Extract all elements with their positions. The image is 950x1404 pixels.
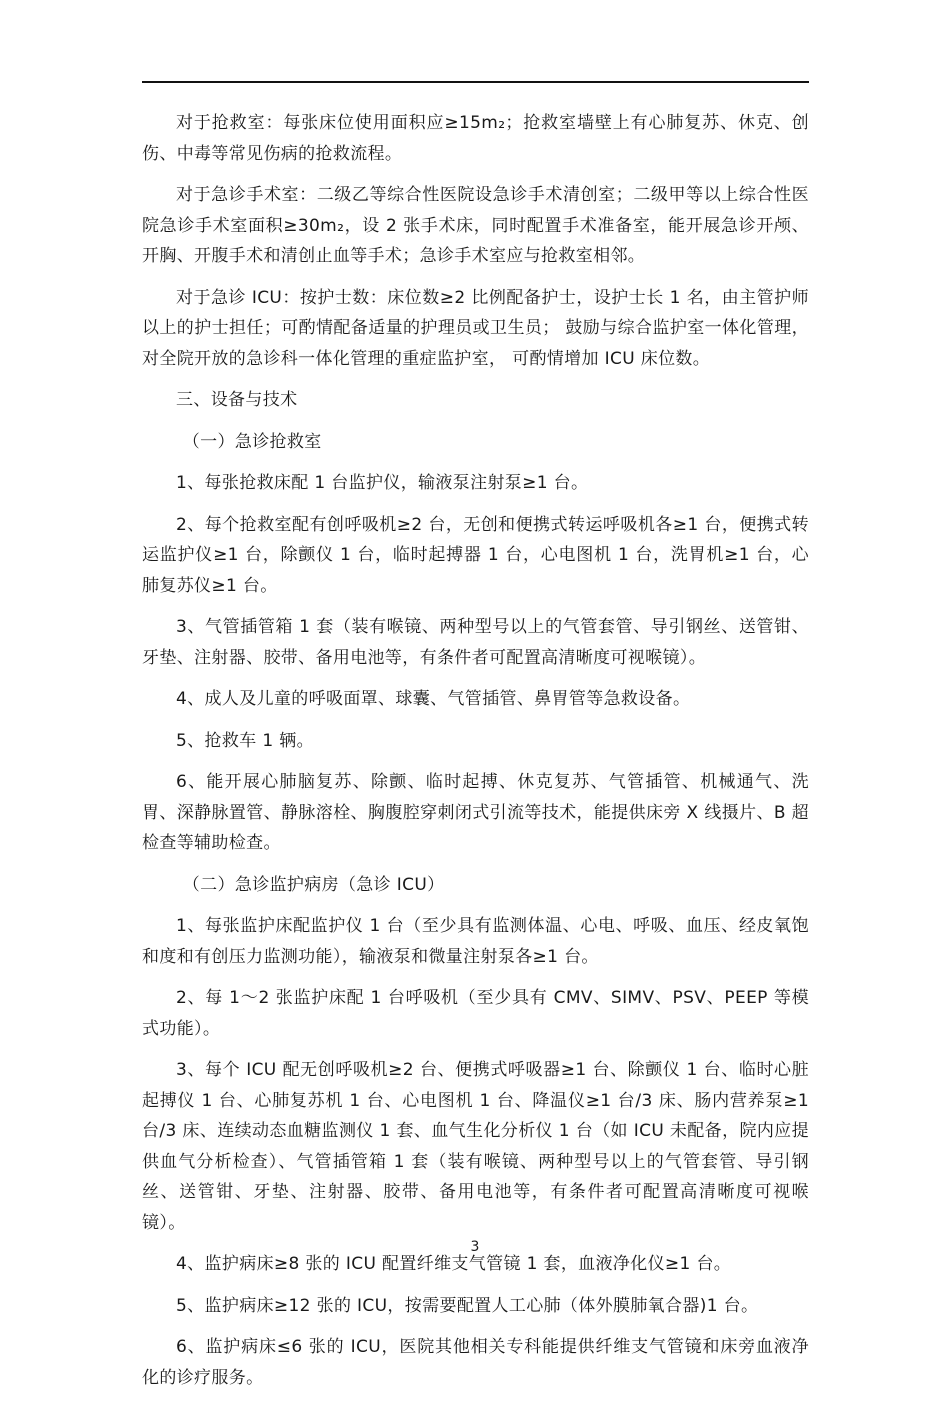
list-item: 4、监护病床≥8 张的 ICU 配置纤维支气管镜 1 套，血液净化仪≥1 台。 xyxy=(176,1254,732,1274)
list-item: 6、能开展心肺脑复苏、除颤、临时起搏、休克复苏、气管插管、机械通气、洗胃、深静脉置管、静脉溶栓、胸腹腔穿刺闭式引流等技术，能提供床旁 X 线摄片、B 超检查等辅助检查。 xyxy=(142,772,809,853)
list-item: 4、成人及儿童的呼吸面罩、球囊、气管插管、鼻胃管等急救设备。 xyxy=(176,689,691,709)
header-rule xyxy=(142,81,809,83)
list-item: 1、每张抢救床配 1 台监护仪，输液泵注射泵≥1 台。 xyxy=(176,473,589,493)
list-item: 1、每张监护床配监护仪 1 台（至少具有监测体温、心电、呼吸、血压、经皮氧饱和度和有创压力监测功能），输液泵和微量注射泵各≥1 台。 xyxy=(142,916,809,967)
list-item: 2、每 1～2 张监护床配 1 台呼吸机（至少具有 CMV、SIMV、PSV、PEEP 等模式功能）。 xyxy=(142,988,809,1039)
paragraph-emergency-surgery: 对于急诊手术室：二级乙等综合性医院设急诊手术清创室；二级甲等以上综合性医院急诊手术室面积≥30m₂，设 2 张手术床，同时配置手术准备室，能开展急诊开颅、开胸、开腹手术和清创止血等手术；急诊手术室应与抢救室相邻。 xyxy=(142,185,809,266)
list-item: 3、气管插管箱 1 套（装有喉镜、两种型号以上的气管套管、导引钢丝、送管钳、牙垫、注射器、胶带、备用电池等，有条件者可配置高清晰度可视喉镜）。 xyxy=(142,617,809,668)
list-item: 5、监护病床≥12 张的 ICU，按需要配置人工心肺（体外膜肺氧合器)1 台。 xyxy=(176,1295,759,1316)
list-item: 3、每个 ICU 配无创呼吸机≥2 台、便携式呼吸器≥1 台、除颤仪 1 台、临时心脏起搏仪 1 台、心肺复苏机 1 台、心电图机 1 台、降温仪≥1 台/3 床、肠内营养泵≥1 台/3 床、连续动态血糖监测仪 1 套、血气生化分析仪 1 台（如 ICU 未配备，院内应提供血气分析检查）、气管插管箱 1 套（装有喉镜、两种型号以上的气管套管、导引钢丝、送管钳、牙垫、注射器、胶带、备用电池等，有条件者可配置高清晰度可视喉镜）。 xyxy=(142,1060,809,1233)
paragraph-rescue-room: 对于抢救室：每张床位使用面积应≥15m₂；抢救室墙壁上有心肺复苏、休克、创伤、中毒等常见伤病的抢救流程。 xyxy=(142,113,809,164)
subheading-rescue-room: （一）急诊抢救室 xyxy=(182,431,322,452)
list-item: 5、抢救车 1 辆。 xyxy=(176,730,314,751)
paragraph-emergency-icu: 对于急诊 ICU：按护士数：床位数≥2 比例配备护士，设护士长 1 名，由主管护师以上的护士担任；可酌情配备适量的护理员或卫生员； 鼓励与综合监护室一体化管理，对全院开放的急诊科一体化管理的重症监护室， 可酌情增加 ICU 床位数。 xyxy=(142,287,809,369)
document-body xyxy=(142,108,809,1404)
section-heading-equipment: 三、设备与技术 xyxy=(176,390,298,410)
page-number: 3 xyxy=(470,1239,480,1255)
list-item: 6、监护病床≤6 张的 ICU，医院其他相关专科能提供纤维支气管镜和床旁血液净化的诊疗服务。 xyxy=(142,1337,809,1388)
subheading-monitoring-ward: （二）急诊监护病房（急诊 ICU） xyxy=(182,874,445,895)
list-item: 2、每个抢救室配有创呼吸机≥2 台，无创和便携式转运呼吸机各≥1 台，便携式转运监护仪≥1 台，除颤仪 1 台，临时起搏器 1 台，心电图机 1 台，洗胃机≥1 台，心肺复苏仪≥1 台。 xyxy=(142,514,809,596)
